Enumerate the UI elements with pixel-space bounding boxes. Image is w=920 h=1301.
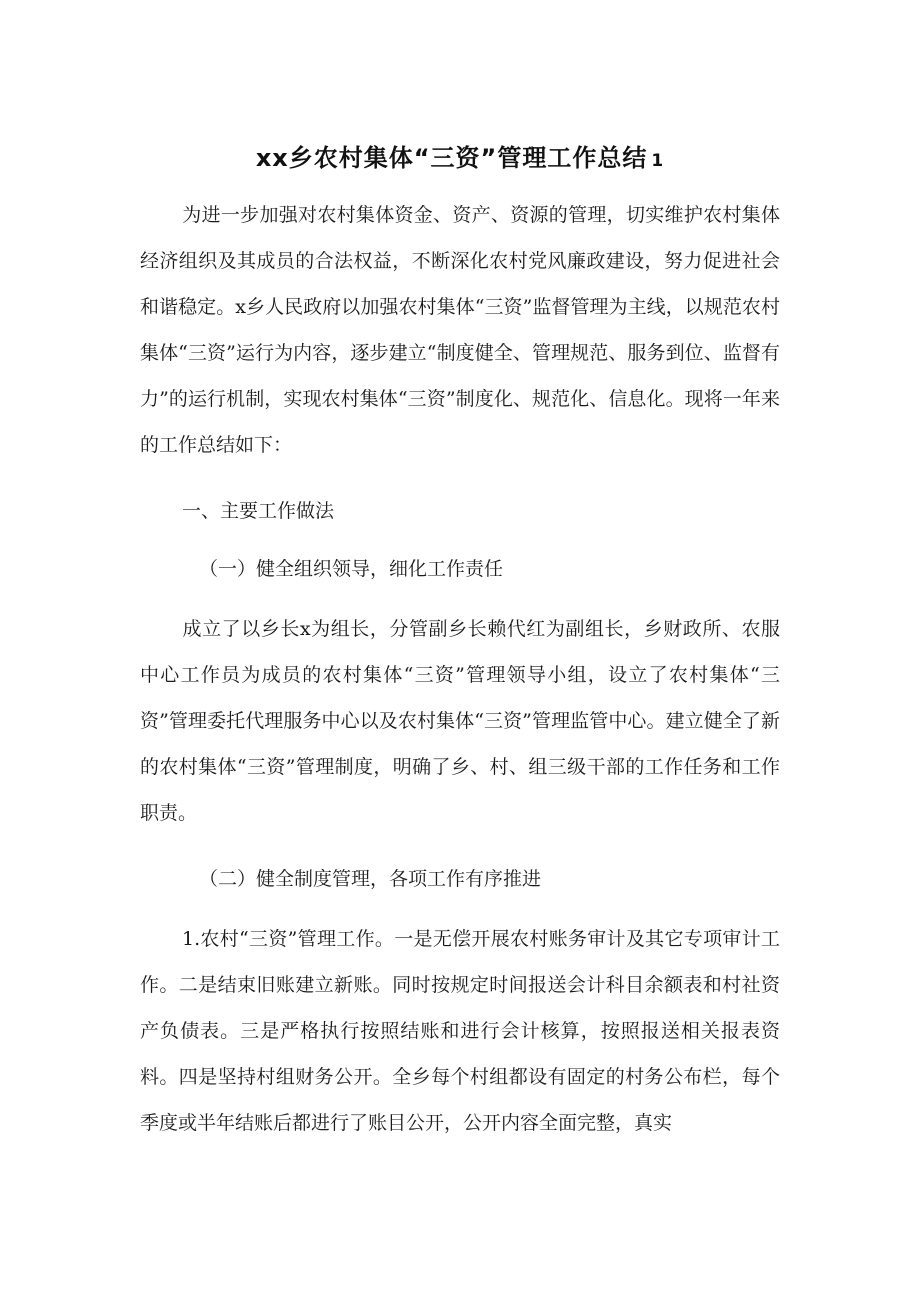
intro-paragraph-text: 为进一步加强对农村集体资金、资产、资源的管理，切实维护农村集体经济组织及其成员的合法权益，不断深化农村党风廉政建设，努力促进社会和谐稳定。x乡人民政府以加强农村集体“三资”监督管理为主线，以规范农村集体“三资”运行为内容，逐步建立“制度健全、管理规范、服务到位、监督有力”的运行机制，实现农村集体“三资”制度化、规范化、信息化。现将一年来的工作总结如下： <box>140 204 780 456</box>
subsection-2-heading: （二）健全制度管理，各项工作有序推进 <box>199 868 542 890</box>
subsection-1-paragraph <box>140 606 780 836</box>
document-title <box>0 138 920 173</box>
item-1-paragraph-text: 1.农村“三资”管理工作。一是无偿开展农村账务审计及其它专项审计工作。二是结束旧账建立新账。同时按规定时间报送会计科目余额表和村社资产负债表。三是严格执行按照结账和进行会计核算，按照报送相关报表资料。四是坚持村组财务公开。全乡每个村组都设有固定的村务公布栏，每个季度或半年结账后都进行了账目公开，公开内容全面完整，真实 <box>140 928 780 1134</box>
subsection-1-paragraph-text: 成立了以乡长x为组长，分管副乡长赖代红为副组长，乡财政所、农服中心工作员为成员的农村集体“三资”管理领导小组，设立了农村集体“三资”管理委托代理服务中心以及农村集体“三资”管理监管中心。建立健全了新的农村集体“三资”管理制度，明确了乡、村、组三级干部的工作任务和工作职责。 <box>140 618 780 824</box>
title-text: xx乡农村集体“三资”管理工作总结 <box>255 144 648 172</box>
intro-paragraph <box>140 192 780 468</box>
title-number: 1 <box>651 151 665 171</box>
section-1-heading: 一、主要工作做法 <box>182 500 335 522</box>
item-1-paragraph <box>140 916 780 1146</box>
subsection-1-heading: （一）健全组织领导，细化工作责任 <box>199 558 504 580</box>
